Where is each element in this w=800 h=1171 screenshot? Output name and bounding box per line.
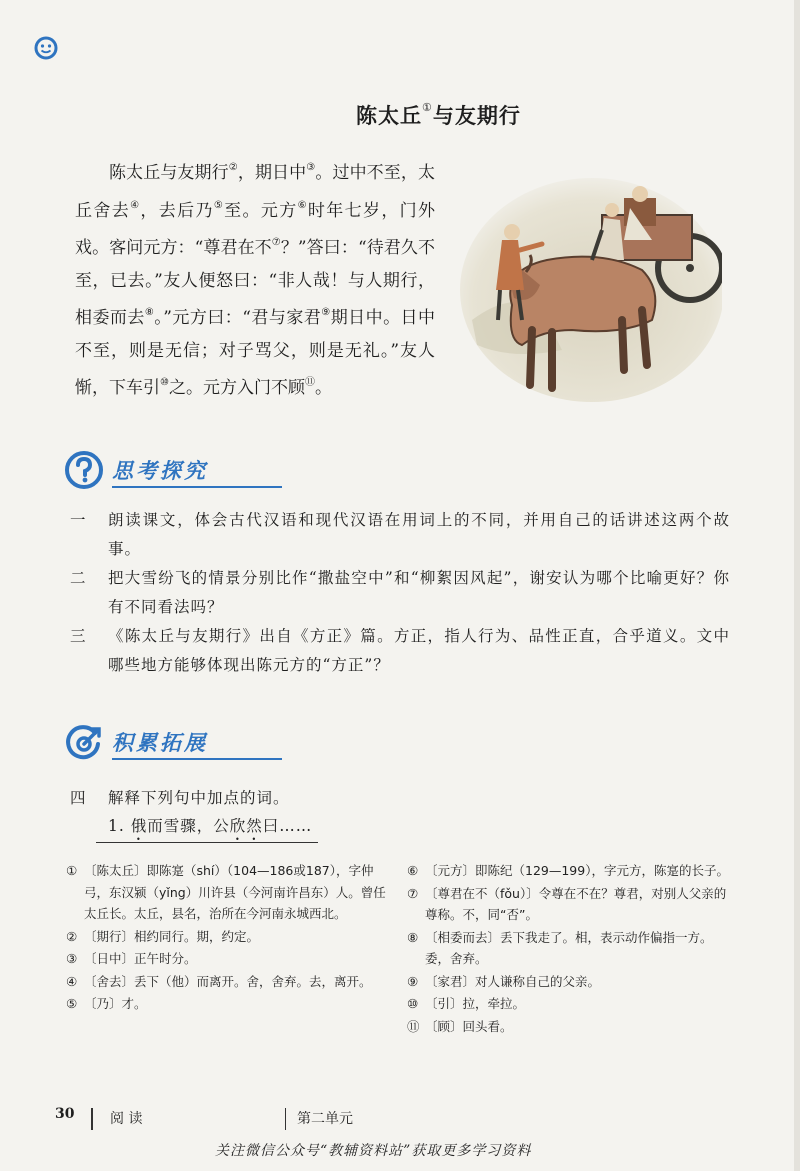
footnote: ⑥ 〔元方〕即陈纪（129—199），字元方，陈寔的长子。 — [407, 863, 729, 878]
task-four: 四 解释下列句中加点的词。 — [70, 789, 290, 807]
section-extend-title: 积累拓展 — [112, 731, 208, 755]
answer-line — [96, 842, 318, 843]
footnote: ③ 〔日中〕正午时分。 — [66, 951, 197, 966]
task-item: 1. 俄而雪骤，公欣然曰…… — [108, 817, 313, 835]
section-think-header — [64, 448, 208, 492]
question-mark-icon — [64, 450, 104, 490]
section-underline — [112, 486, 282, 488]
page-number: 30 — [55, 1106, 75, 1122]
footnote: ⑧ 〔相委而去〕丢下我走了。相，表示动作偏指一方。委，舍弃。 — [407, 929, 713, 966]
lesson-title: 陈太丘①与友期行 — [356, 101, 521, 128]
question-item: 三 《陈太丘与友期行》出自《方正》篇。方正，指人行为、品性正直，合乎道义。文中哪些地方能够体现出陈元方的“方正”？ — [70, 627, 730, 674]
footnote: ⑤ 〔乃〕才。 — [66, 996, 147, 1011]
ox-cart-illustration — [452, 170, 722, 402]
section-underline — [112, 758, 282, 760]
footer-unit: 第二单元 — [297, 1111, 353, 1127]
footer-divider — [285, 1108, 286, 1130]
section-extend-header — [64, 720, 208, 764]
footnotes-left — [66, 860, 394, 1016]
footnote: ⑩ 〔引〕拉，牵拉。 — [407, 996, 526, 1011]
smiley-icon — [34, 36, 58, 60]
question-item: 一 朗读课文，体会古代汉语和现代汉语在用词上的不同，并用自己的话讲述这两个故事。 — [70, 511, 730, 558]
footnotes-right — [407, 860, 735, 1038]
footer-divider — [91, 1108, 93, 1130]
footnote: ⑦ 〔尊君在不（fǒu）〕令尊在不在？尊君，对别人父亲的尊称。不，同“否”。 — [407, 885, 727, 922]
target-arrow-icon — [64, 722, 104, 762]
footer-section: 阅 读 — [110, 1111, 143, 1127]
footnote: ⑨ 〔家君〕对人谦称自己的父亲。 — [407, 973, 601, 989]
story-paragraph: 陈太丘与友期行②，期日中③。过中不至，太丘舍去④，去后乃⑤至。元方⑥时年七岁，门外戏。客问元方：“尊君在不⑦？”答曰：“待君久不至，已去。”友人便怒曰：“非人哉！与人期行，相委而去⑧。”元方曰：“君与家君⑨期日中。日中不至，则是无信；对子骂父，则是无礼。”友人惭，下车引⑩之。元方入门不顾⑪。 — [75, 162, 436, 398]
footnote: ④ 〔舍去〕丢下（他）而离开。舍，舍弃。去，离开。 — [66, 973, 372, 989]
page-edge — [794, 0, 800, 1171]
section-think-title: 思考探究 — [112, 459, 208, 483]
footer-promo: 关注微信公众号“教辅资料站”获取更多学习资料 — [215, 1143, 532, 1159]
questions-list — [70, 506, 730, 680]
footnote: ② 〔期行〕相约同行。期，约定。 — [66, 928, 260, 944]
footnote: ⑪ 〔顾〕回头看。 — [407, 1018, 513, 1034]
question-item: 二 把大雪纷飞的情景分别比作“撒盐空中”和“柳絮因风起”，谢安认为哪个比喻更好？你有不同看法吗？ — [70, 569, 730, 616]
footnote: ① 〔陈太丘〕即陈寔（shí）（104—186或187），字仲弓，东汉颍（yǐng）川许县（今河南许昌东）人。曾任太丘长。太丘，县名，治所在今河南永城西北。 — [66, 863, 386, 921]
story-text — [75, 152, 435, 405]
